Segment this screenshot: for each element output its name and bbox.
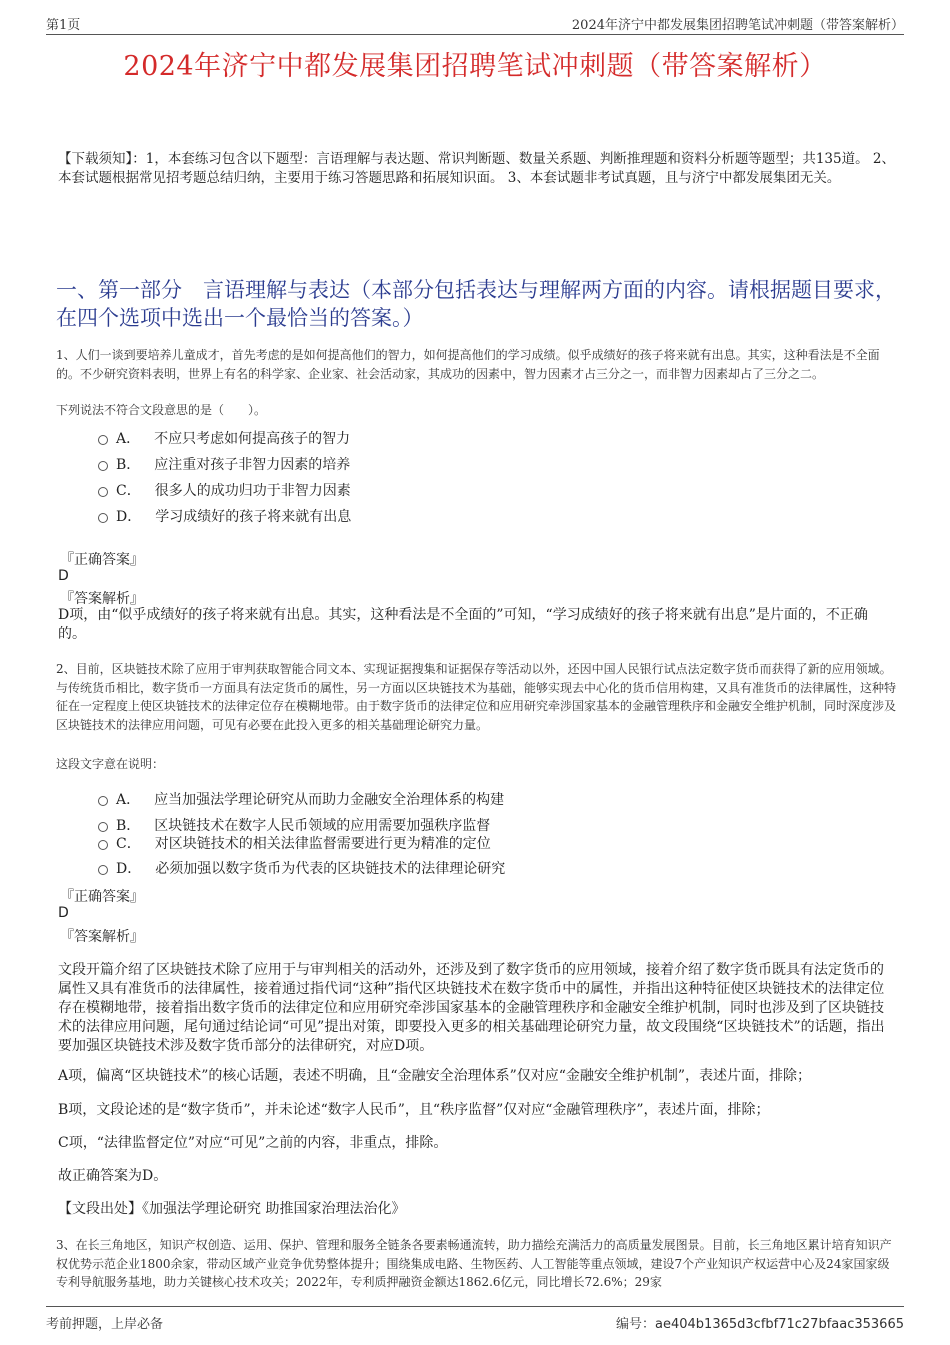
- option-text: 应注重对孩子非智力因素的培养: [154, 457, 351, 473]
- option-letter: D．: [116, 509, 142, 525]
- option-letter: C．: [116, 483, 141, 499]
- download-notice: 【下载须知】：1，本套练习包含以下题型：言语理解与表达题、常识判断题、数量关系题、判断推理题和资料分析题等题型；共135道。 2、本套试题根据常见招考题总结归纳，主要用于练习答题思路和拓展知识面。 3、本套试题非考试真题，且与济宁中都发展集团无关。: [58, 151, 895, 186]
- section-heading: 一、第一部分 言语理解与表达（本部分包括表达与理解两方面的内容。请根据题目要求，在四个选项中选出一个最恰当的答案。）: [56, 278, 896, 330]
- q1-answer: D: [58, 568, 69, 584]
- q2-answer-label: 『正确答案』: [60, 889, 144, 905]
- option-letter: A．: [116, 431, 141, 447]
- page-title: 2024年济宁中都发展集团招聘笔试冲刺题（带答案解析）: [123, 51, 827, 82]
- q1-analysis-label: 『答案解析』: [60, 591, 144, 607]
- q1-stem: 1、人们一谈到要培养儿童成才，首先考虑的是如何提高他们的智力，如何提高他们的学习成绩。似乎成绩好的孩子将来就有出息。其实，这种看法是不全面的。不少研究资料表明，世界上有名的科学家、企业家、社会活动家，其成功的因素中，智力因素才占三分之一，而非智力因素却占了三分之二。: [56, 348, 880, 381]
- footer-divider: [46, 1306, 904, 1307]
- q2-source: 【文段出处】《加强法学理论研究 助推国家治理法治化》: [58, 1201, 406, 1217]
- q2-stem: 2、目前，区块链技术除了应用于审判获取智能合同文本、实现证据搜集和证据保存等活动以外，还因中国人民银行试点法定数字货币而获得了新的应用领域。与传统货币相比，数字货币一方面具有法定货币的属性，另一方面以区块链技术为基础，能够实现去中心化的货币信用构建，又具有准货币的法律属性，这种特征在一定程度上使区块链技术的法律定位存在模糊地带。由于数字货币的法律定位和应用研究牵涉国家基本的金融管理秩序和金融安全维护机制，同时深度涉及区块链技术的法律应用问题，可见有必要在此投入更多的相关基础理论研究力量。: [56, 662, 897, 732]
- option-text: 区块链技术在数字人民币领域的应用需要加强秩序监督: [154, 818, 491, 834]
- footer-code-label: 编号：: [616, 1317, 656, 1332]
- option-letter: B．: [116, 818, 141, 834]
- radio-button[interactable]: [98, 840, 108, 850]
- radio-button[interactable]: [98, 487, 108, 497]
- q1-answer-label: 『正确答案』: [60, 552, 144, 568]
- q1-question: 下列说法不符合文段意思的是（ ）。: [56, 403, 267, 417]
- option-text: 对区块链技术的相关法律监督需要进行更为精准的定位: [154, 836, 491, 852]
- q1-option-d[interactable]: [98, 506, 351, 526]
- q1-option-c[interactable]: [98, 480, 351, 500]
- q3-stem: 3、在长三角地区，知识产权创造、运用、保护、管理和服务全链条各要素畅通流转，助力描绘充满活力的高质量发展图景。目前，长三角地区累计培育知识产权优势示范企业1800余家，带动区域产业竞争优势整体提升；围绕集成电路、生物医药、人工智能等重点领域，建设7个产业知识产权运营中心及24家国家级专利导航服务基地，助力关键核心技术攻关；2022年，专利质押融资金额达1862.6亿元，同比增长72.6%；29家: [56, 1238, 892, 1289]
- option-letter: D．: [116, 861, 142, 877]
- radio-button[interactable]: [98, 435, 108, 445]
- q2-analysis-main: 文段开篇介绍了区块链技术除了应用于与审判相关的活动外，还涉及到了数字货币的应用领域，接着介绍了数字货币既具有法定货币的属性又具有准货币的法律属性，接着通过指代词“这种”指代区块链技术在数字货币中的属性，并指出这种特征使区块链技术的法律定位存在模糊地带，接着指出数字货币的法律定位和应用研究牵涉国家基本的金融管理秩序和金融安全维护机制，同时也涉及到了区块链技术的法律应用问题，尾句通过结论词“可见”提出对策，即要投入更多的相关基础理论研究力量，故文段围绕“区块链技术”的话题，指出要加强区块链技术涉及数字货币部分的法律研究，对应D项。: [58, 962, 885, 1054]
- option-letter: B．: [116, 457, 141, 473]
- q2-option-c[interactable]: [98, 833, 491, 853]
- page-number: 第1页: [46, 18, 81, 33]
- radio-button[interactable]: [98, 796, 108, 806]
- q2-question: 这段文字意在说明：: [56, 757, 165, 771]
- header-doc-title: 2024年济宁中都发展集团招聘笔试冲刺题（带答案解析）: [571, 18, 904, 33]
- radio-button[interactable]: [98, 461, 108, 471]
- q2-option-d[interactable]: [98, 858, 505, 878]
- option-text: 学习成绩好的孩子将来就有出息: [155, 509, 352, 525]
- q1-analysis: D项，由“似乎成绩好的孩子将来就有出息。其实，这种看法是不全面的”可知，“学习成绩好的孩子将来就有出息”是片面的，不正确的。: [58, 607, 868, 642]
- footer-code: [616, 1313, 904, 1332]
- radio-button[interactable]: [98, 822, 108, 832]
- q2-analysis-label: 『答案解析』: [60, 929, 144, 945]
- option-letter: A．: [116, 792, 141, 808]
- q2-option-b[interactable]: [98, 815, 490, 835]
- q2-answer: D: [58, 905, 69, 921]
- option-letter: C．: [116, 836, 141, 852]
- radio-button[interactable]: [98, 865, 108, 875]
- footer-slogan: 考前押题，上岸必备: [46, 1317, 164, 1332]
- option-text: 必须加强以数字货币为代表的区块链技术的法律理论研究: [155, 861, 506, 877]
- q1-option-a[interactable]: [98, 428, 350, 448]
- header-divider: [46, 34, 904, 35]
- q1-option-b[interactable]: [98, 454, 350, 474]
- q2-analysis-option-c: C项，“法律监督定位”对应“可见”之前的内容，非重点，排除。: [58, 1135, 448, 1151]
- q2-option-a[interactable]: [98, 789, 504, 809]
- q2-conclusion: 故正确答案为D。: [58, 1168, 168, 1184]
- option-text: 很多人的成功归功于非智力因素: [154, 483, 351, 499]
- q2-analysis-option-a: A项，偏离“区块链技术”的核心话题，表述不明确，且“金融安全治理体系”仅对应“金融安全维护机制”，表述片面，排除；: [58, 1068, 812, 1084]
- q2-analysis-option-b: B项，文段论述的是“数字货币”，并未论述“数字人民币”，且“秩序监督”仅对应“金融管理秩序”，表述片面，排除；: [58, 1102, 770, 1118]
- footer-code-value: ae404b1365d3cfbf71c27bfaac353665: [655, 1317, 904, 1332]
- option-text: 不应只考虑如何提高孩子的智力: [154, 431, 351, 447]
- radio-button[interactable]: [98, 513, 108, 523]
- option-text: 应当加强法学理论研究从而助力金融安全治理体系的构建: [154, 792, 505, 808]
